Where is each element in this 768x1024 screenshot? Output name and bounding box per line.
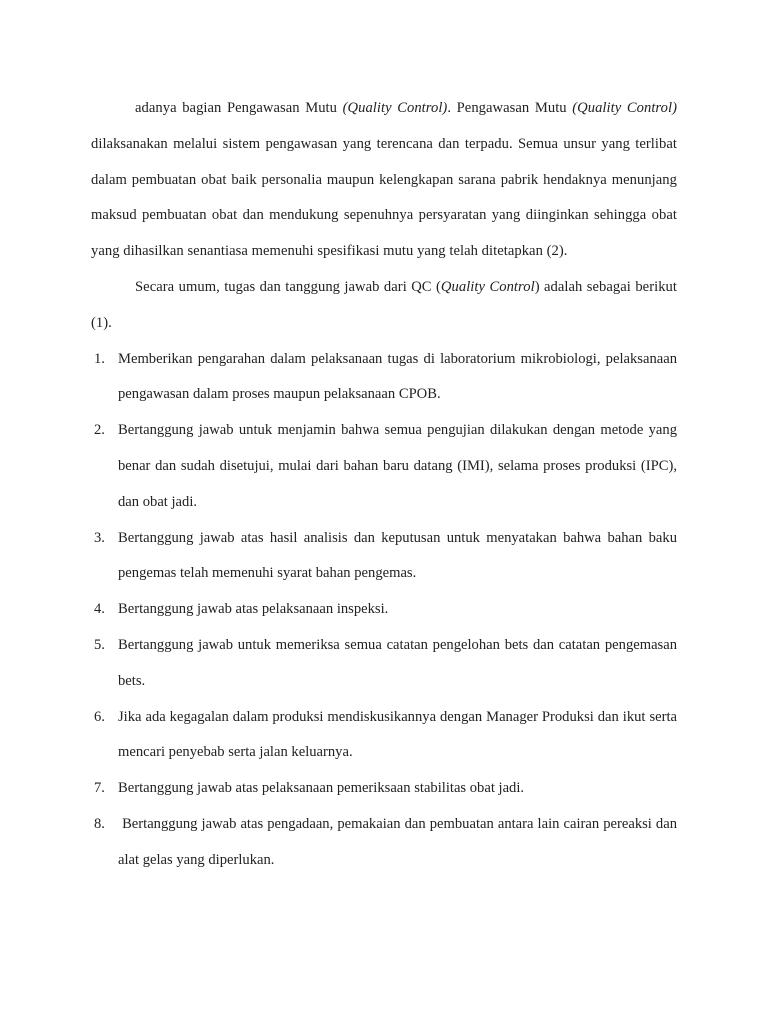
text-segment: . Pengawasan Mutu	[447, 100, 573, 116]
list-item-text: Bertanggung jawab atas pelaksanaan pemeriksaan stabilitas obat jadi.	[118, 780, 525, 797]
list-item	[91, 700, 677, 772]
list-item-number: 3.	[94, 529, 105, 546]
list-item-number: 6.	[94, 708, 105, 725]
text-segment-italic: (Quality Control)	[342, 100, 448, 116]
list-item-text: Bertanggung jawab atas pengadaan, pemakaian dan pembuatan antara lain cairan pereaksi dan alat gelas yang diperlukan.	[118, 815, 677, 868]
text-segment: Secara umum, tugas dan tanggung jawab dari QC (	[135, 278, 441, 295]
list-item-text: Memberikan pengarahan dalam pelaksanaan tugas di laboratorium mikrobiologi, pelaksanaan pengawasan dalam proses maupun pelaksanaan CPOB.	[118, 350, 677, 403]
list-item	[91, 592, 677, 628]
paragraph-quality-control-intro	[91, 91, 677, 270]
list-item-text: Bertanggung jawab atas pelaksanaan inspeksi.	[118, 601, 389, 618]
text-segment: ) adalah sebagai berikut (1).	[91, 278, 678, 331]
list-item-number: 1.	[94, 350, 105, 367]
list-item-text: Bertanggung jawab atas hasil analisis dan keputusan untuk menyatakan bahwa bahan baku pengemas telah memenuhi syarat bahan pengemas.	[118, 529, 677, 582]
text-segment: dilaksanakan melalui sistem pengawasan yang terencana dan terpadu. Semua unsur yang terlibat dalam pembuatan obat baik personalia maupun kelengkapan sarana pabrik hendaknya menunjang maksud pembuatan obat dan mendukung sepenuhnya persyaratan yang diinginkan sehingga obat yang dihasilkan senantiasa memenuhi spesifikasi mutu yang telah ditetapkan (2).	[91, 135, 677, 260]
list-item	[91, 342, 677, 414]
list-item-text: Bertanggung jawab untuk memeriksa semua catatan pengelohan bets dan catatan pengemasan bets.	[118, 636, 677, 689]
list-item	[91, 521, 677, 593]
list-item-text: Jika ada kegagalan dalam produksi mendiskusikannya dengan Manager Produksi dan ikut serta mencari penyebab serta jalan keluarnya.	[118, 708, 677, 761]
list-item-number: 2.	[94, 422, 105, 439]
qc-duties-list	[91, 342, 677, 879]
list-item	[91, 413, 677, 520]
list-item	[91, 628, 677, 700]
list-item-number: 7.	[94, 780, 105, 797]
text-segment-italic: (Quality Control)	[572, 100, 677, 116]
list-item-number: 4.	[94, 601, 105, 618]
list-item-number: 5.	[94, 636, 105, 653]
list-item	[91, 771, 677, 807]
paragraph-qc-duties-intro	[91, 270, 677, 342]
text-segment-italic: Quality Control	[440, 278, 535, 295]
text-segment: adanya bagian Pengawasan Mutu	[135, 100, 343, 116]
list-item-text: Bertanggung jawab untuk menjamin bahwa semua pengujian dilakukan dengan metode yang benar dan sudah disetujui, mulai dari bahan baru datang (IMI), selama proses produksi (IPC), dan obat jadi.	[118, 422, 677, 510]
list-item	[91, 807, 677, 879]
list-item-number: 8.	[94, 815, 105, 832]
